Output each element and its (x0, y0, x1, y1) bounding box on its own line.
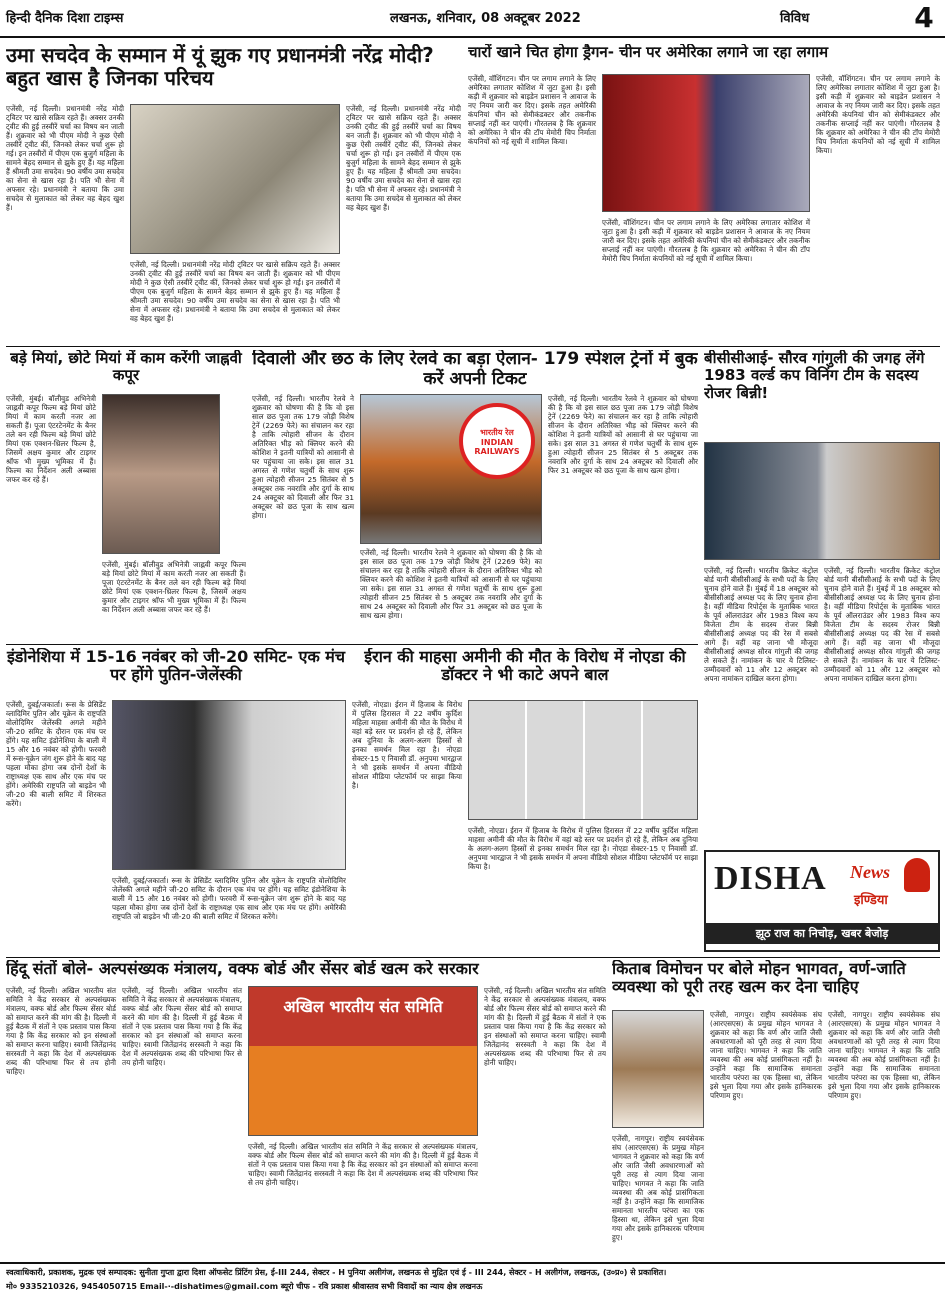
body-china-col3: एजेंसी, वॉशिंगटन। चीन पर लगाम लगाने के लिए अमेरिका लगातार कोशिश में जुटा हुआ है। इसी कड़ी में शुक्रवार को बाइडेन प्रशासन ने आवाज के नए नियम जारी कर दिए। इसके तहत अमेरिकी कंपनियां चीन को सेमीकंडक्टर और तकनीक सप्लाई नहीं कर पाएंगी। गौरतलब है कि शुक्रवार को अमेरिका ने चीन की टॉप मेमोरी चिप निर्माता कंपनियों को नई सूची में शामिल किया। (816, 74, 940, 155)
body-ganguly-col2: एजेंसी, नई दिल्ली। भारतीय क्रिकेट कंट्रोल बोर्ड यानी बीसीसीआई के सभी पदों के लिए चुनाव होने वाले हैं। मुंबई में 18 अक्टूबर को बीसीसीआई अध्यक्ष पद के लिए चुनाव होना है। वहीं मीडिया रिपोर्ट्स के मुताबिक भारत के पूर्व ऑलराउंडर और 1983 विश्व कप विजेता टीम के सदस्य रोजर बिन्नी बीसीसीआई अध्यक्ष पद की रेस में सबसे आगे हैं। वहीं वह जाना भी मौजूदा बीसीसीआई अध्यक्ष सौरव गांगुली की जगह ले सकते हैं। नामांकन के चार ये टिलिस्ट- उम्मीदवारों को 11 और 12 अक्टूबर को अपना नामांकन दाखिल करना होगा। (824, 566, 940, 683)
body-modi-col3: एजेंसी, नई दिल्ली। प्रधानमंत्री नरेंद्र मोदी ट्विटर पर खासे सक्रिय रहते हैं। अक्सर उनकी ट्वीट की हुई तस्वीरें चर्चा का विषय बन जाती हैं। शुक्रवार को भी पीएम मोदी ने कुछ ऐसी तस्वीरें ट्वीट कीं, जिनको लेकर चर्चा शुरू हो गई। इन तस्वीरों में पीएम एक बुजुर्ग महिला के सामने बेहद सम्मान से झुके हुए हैं। यह महिला हैं श्रीमती उमा सचदेव। 90 वर्षीय उमा सचदेव का सेना से खास रहा है। पति भी सेना में अफसर रहे। प्रधानमंत्री ने बताया कि उमा सचदेव से मुलाकात को लेकर वह बेहद खुश हैं। (346, 104, 461, 212)
story-iran (352, 648, 698, 953)
body-china: एजेंसी, वॉशिंगटन। चीन पर लगाम लगाने के लिए अमेरिका लगातार कोशिश में जुटा हुआ है। इसी कड़ी में शुक्रवार को बाइडेन प्रशासन ने आवाज के नए नियम जारी कर दिए। इसके तहत अमेरिकी कंपनियां चीन को सेमीकंडक्टर और तकनीक सप्लाई नहीं कर पाएंगी। गौरतलब है कि शुक्रवार को अमेरिका ने चीन की टॉप मेमोरी चिप निर्माता कंपनियों को नई सूची में शामिल किया। (468, 74, 596, 146)
story-bhagwat (612, 960, 940, 1258)
body-sant: एजेंसी, नई दिल्ली। अखिल भारतीय संत समिति ने केंद्र सरकार से अल्पसंख्यक मंत्रालय, वक्फ बोर्ड और फिल्म सेंसर बोर्ड को समाप्त करने की मांग की है। दिल्ली में हुई बैठक में संतों ने एक प्रस्ताव पास किया गया है कि केंद्र सरकार को इन संस्थाओं को समाप्त करना चाहिए। स्वामी जितेंद्रानंद सरस्वती ने कहा कि देश में अल्पसंख्यक शब्द की परिभाषा फिर से तय होनी चाहिए। (6, 986, 116, 1076)
body-modi: एजेंसी, नई दिल्ली। प्रधानमंत्री नरेंद्र मोदी ट्विटर पर खासे सक्रिय रहते हैं। अक्सर उनकी ट्वीट की हुई तस्वीरें चर्चा का विषय बन जाती हैं। शुक्रवार को भी पीएम मोदी ने कुछ ऐसी तस्वीरें ट्वीट कीं, जिनको लेकर चर्चा शुरू हो गई। इन तस्वीरों में पीएम एक बुजुर्ग महिला के सामने बेहद सम्मान से झुके हुए हैं। यह महिला हैं श्रीमती उमा सचदेव। 90 वर्षीय उमा सचदेव का सेना से खास रहा है। पति भी सेना में अफसर रहे। प्रधानमंत्री ने बताया कि उमा सचदेव से मुलाकात को लेकर वह बेहद खुश हैं। (6, 104, 124, 212)
headline-china: चारों खाने चित होगा ड्रैगन- चीन पर अमेरिका लगाने जा रहा लगाम (468, 44, 829, 61)
photo-ganguly-binny (704, 442, 940, 560)
body-modi-col2: एजेंसी, नई दिल्ली। प्रधानमंत्री नरेंद्र मोदी ट्विटर पर खासे सक्रिय रहते हैं। अक्सर उनकी ट्वीट की हुई तस्वीरें चर्चा का विषय बन जाती हैं। शुक्रवार को भी पीएम मोदी ने कुछ ऐसी तस्वीरें ट्वीट कीं, जिनको लेकर चर्चा शुरू हो गई। इन तस्वीरों में पीएम एक बुजुर्ग महिला के सामने बेहद सम्मान से झुके हुए हैं। यह महिला हैं श्रीमती उमा सचदेव। 90 वर्षीय उमा सचदेव का सेना से खास रहा है। पति भी सेना में अफसर रहे। प्रधानमंत्री ने बताया कि उमा सचदेव से मुलाकात को लेकर वह बेहद खुश हैं। (130, 260, 340, 323)
body-railway: एजेंसी, नई दिल्ली। भारतीय रेलवे ने शुक्रवार को घोषणा की है कि वो इस साल छठ पूजा तक 179 जोड़ी विशेष ट्रेनें (2269 फेरे) का संचालन कर रहा है ताकि त्योहारी सीजन के दौरान अतिरिक्त भीड़ को क्लियर करने की कोशिश ने इतनी यात्रियों को आसानी से घर पहुंचाया जा सके। इस साल 31 अगस्त से गणेश चतुर्थी के साथ शुरू हुआ त्योहारी सीजन 25 सितंबर से 5 अक्टूबर तक नवरात्रि और दुर्गा के साथ 24 अक्टूबर को दिवाली और फिर 31 अक्टूबर को छठ पूजा के साथ खत्म होगा। (252, 394, 354, 520)
paper-name: हिन्दी दैनिक दिशा टाइम्स (6, 11, 124, 26)
photo-modi-uma-sachdev (130, 104, 340, 254)
microphone-icon (904, 858, 930, 892)
headline-bhagwat: किताब विमोचन पर बोले मोहन भागवत, वर्ण-जाति व्यवस्था को पूरी तरह खत्म कर देना चाहिए (612, 960, 906, 997)
body-bhagwat-col3: एजेंसी, नागपुर। राष्ट्रीय स्वयंसेवक संघ (आरएसएस) के प्रमुख मोहन भागवत ने शुक्रवार को कहा कि वर्ण और जाति जैसी अवधारणाओं को पूरी तरह से त्याग दिया जाना चाहिए। भागवत ने कहा कि जाति व्यवस्था की अब कोई प्रासंगिकता नहीं है। उन्होंने कहा कि सामाजिक समानता भारतीय परंपरा का एक हिस्सा था, लेकिन इसे भुला दिया गया और इसके हानिकारक परिणाम हुए। (828, 1010, 940, 1100)
body-ganguly: एजेंसी, नई दिल्ली। भारतीय क्रिकेट कंट्रोल बोर्ड यानी बीसीसीआई के सभी पदों के लिए चुनाव होने वाले हैं। मुंबई में 18 अक्टूबर को बीसीसीआई अध्यक्ष पद के लिए चुनाव होना है। वहीं मीडिया रिपोर्ट्स के मुताबिक भारत के पूर्व ऑलराउंडर और 1983 विश्व कप विजेता टीम के सदस्य रोजर बिन्नी बीसीसीआई अध्यक्ष पद की रेस में सबसे आगे हैं। वहीं वह जाना भी मौजूदा बीसीसीआई अध्यक्ष सौरव गांगुली की जगह ले सकते हैं। नामांकन के चार ये टिलिस्ट- उम्मीदवारों को 11 और 12 अक्टूबर को अपना नामांकन दाखिल करना होगा। (704, 566, 818, 683)
ad-brand: DISHA (714, 860, 827, 897)
body-bhagwat: एजेंसी, नागपुर। राष्ट्रीय स्वयंसेवक संघ (आरएसएस) के प्रमुख मोहन भागवत ने शुक्रवार को कहा कि वर्ण और जाति जैसी अवधारणाओं को पूरी तरह से त्याग दिया जाना चाहिए। भागवत ने कहा कि जाति व्यवस्था की अब कोई प्रासंगिकता नहीं है। उन्होंने कहा कि सामाजिक समानता भारतीय परंपरा का एक हिस्सा था, लेकिन इसे भुला दिया गया और इसके हानिकारक परिणाम हुए। (612, 1134, 704, 1242)
body-g20-col2: एजेंसी, दुबई/जकार्ता। रूस के प्रेसिडेंट व्लादिमिर पुतिन और यूक्रेन के राष्ट्रपति वोलोदिमिर जेलेंस्की अगले महीने जी-20 समिट के दौरान एक मंच पर होंगे। यह समिट इंडोनेशिया के बाली में 15 और 16 नवंबर को होगी। फरवरी में रूस-यूक्रेन जंग शुरू होने के बाद यह पहला मौका होगा जब दोनों देशों के राष्ट्राध्यक्ष एक साथ और एक मंच पर होंगे। अमेरिकी राष्ट्रपति जो बाइडेन भी जी-20 की बाली समिट में शिरकत करेंगे। (112, 876, 346, 921)
indian-railways-logo: भारतीय रेल INDIAN RAILWAYS (459, 403, 535, 479)
body-china-col2: एजेंसी, वॉशिंगटन। चीन पर लगाम लगाने के लिए अमेरिका लगातार कोशिश में जुटा हुआ है। इसी कड़ी में शुक्रवार को बाइडेन प्रशासन ने आवाज के नए नियम जारी कर दिए। इसके तहत अमेरिकी कंपनियां चीन को सेमीकंडक्टर और तकनीक सप्लाई नहीं कर पाएंगी। गौरतलब है कि शुक्रवार को अमेरिका ने चीन की टॉप मेमोरी चिप निर्माता कंपनियों को नई सूची में शामिल किया। (602, 218, 810, 263)
photo-putin-zelensky (112, 700, 346, 870)
story-ganguly (704, 350, 940, 845)
body-janhvi: एजेंसी, मुंबई। बॉलीवुड अभिनेत्री जाह्नवी कपूर फिल्म बड़े मियां छोटे मियां में काम करती नजर आ सकती हैं। पूजा एंटरटेनमेंट के बैनर तले बन रही फिल्म बड़े मियां छोटे मियां एक एक्शन-थ्रिलर फिल्म है, जिसमें अक्षय कुमार और टाइगर श्रॉफ भी मुख्य भूमिका में हैं। फिल्म का निर्देशन अली अब्बास जफर कर रहे हैं। (6, 394, 96, 484)
disha-news-ad (704, 850, 940, 952)
dateline: लखनऊ, शनिवार, 08 अक्टूबर 2022 (390, 11, 581, 26)
body-janhvi-col2: एजेंसी, मुंबई। बॉलीवुड अभिनेत्री जाह्नवी कपूर फिल्म बड़े मियां छोटे मियां में काम करती नजर आ सकती हैं। पूजा एंटरटेनमेंट के बैनर तले बन रही फिल्म बड़े मियां छोटे मियां एक एक्शन-थ्रिलर फिल्म है, जिसमें अक्षय कुमार और टाइगर श्रॉफ भी मुख्य भूमिका में हैं। फिल्म का निर्देशन अली अब्बास जफर कर रहे हैं। (102, 560, 246, 614)
body-sant-col2: एजेंसी, नई दिल्ली। अखिल भारतीय संत समिति ने केंद्र सरकार से अल्पसंख्यक मंत्रालय, वक्फ बोर्ड और फिल्म सेंसर बोर्ड को समाप्त करने की मांग की है। दिल्ली में हुई बैठक में संतों ने एक प्रस्ताव पास किया गया है कि केंद्र सरकार को इन संस्थाओं को समाप्त करना चाहिए। स्वामी जितेंद्रानंद सरस्वती ने कहा कि देश में अल्पसंख्यक शब्द की परिभाषा फिर से तय होनी चाहिए। (122, 986, 242, 1067)
headline-modi: उमा सचदेव के सम्मान में यूं झुक गए प्रधानमंत्री नरेंद्र मोदी? बहुत खास है जिनका परिचय (6, 44, 434, 90)
imprint-line-1: स्वत्वाधिकारी, प्रकाशक, मुद्रक एवं सम्पादक: सुनीता गुप्ता द्वारा दिशा ऑफसेट प्रिंटिंग प्रेस, ई-III 244, सेक्टर - H पुनिया अलीगंज, लखनऊ से मुद्रित एवं ई - III 244, सेक्टर - H अलीगंज, लखनऊ, (उ०प्र०) से प्रकाशित। (6, 1268, 667, 1277)
imprint-footer (0, 1262, 945, 1295)
photo-doctor-hair-cut (468, 700, 698, 820)
body-iran: एजेंसी, नोएडा। ईरान में हिजाब के विरोध में पुलिस हिरासत में 22 वर्षीय कुर्दिश महिला माहसा अमीनी की मौत के विरोध में वहां बड़े स्तर पर प्रदर्शन हो रहे हैं, लेकिन अब दुनिया के अलग-अलग हिस्सों से इनका समर्थन मिल रहा है। नोएडा सेक्टर-15 ए निवासी डॉ. अनुपमा भारद्वाज ने भी इसके समर्थन में अपना वीडियो सोशल मीडिया प्लेटफॉर्म पर साझा किया है। (352, 700, 462, 790)
photo-sant-samiti (248, 986, 478, 1136)
photo-janhvi-kapoor (102, 394, 220, 554)
headline-iran: ईरान की माहसा अमीनी की मौत के विरोध में नोएडा की डॉक्टर ने भी काटे अपने बाल (364, 648, 686, 685)
ad-tagline: झूठ राज का निचोड़, खबर बेजोड़ (706, 923, 938, 944)
body-railway-col3: एजेंसी, नई दिल्ली। भारतीय रेलवे ने शुक्रवार को घोषणा की है कि वो इस साल छठ पूजा तक 179 जोड़ी विशेष ट्रेनें (2269 फेरे) का संचालन कर रहा है ताकि त्योहारी सीजन के दौरान अतिरिक्त भीड़ को क्लियर करने की कोशिश ने इतनी यात्रियों को आसानी से घर पहुंचाया जा सके। इस साल 31 अगस्त से गणेश चतुर्थी के साथ शुरू हुआ त्योहारी सीजन 25 सितंबर से 5 अक्टूबर तक नवरात्रि और दुर्गा के साथ 24 अक्टूबर को दिवाली और फिर 31 अक्टूबर को छठ पूजा के साथ खत्म होगा। (548, 394, 698, 475)
body-iran-col2: एजेंसी, नोएडा। ईरान में हिजाब के विरोध में पुलिस हिरासत में 22 वर्षीय कुर्दिश महिला माहसा अमीनी की मौत के विरोध में वहां बड़े स्तर पर प्रदर्शन हो रहे हैं, लेकिन अब दुनिया के अलग-अलग हिस्सों से इनका समर्थन मिल रहा है। नोएडा सेक्टर-15 ए निवासी डॉ. अनुपमा भारद्वाज ने भी इसके समर्थन में अपना वीडियो सोशल मीडिया प्लेटफॉर्म पर साझा किया है। (468, 826, 698, 871)
story-janhvi (6, 350, 246, 640)
body-sant-col3: एजेंसी, नई दिल्ली। अखिल भारतीय संत समिति ने केंद्र सरकार से अल्पसंख्यक मंत्रालय, वक्फ बोर्ड और फिल्म सेंसर बोर्ड को समाप्त करने की मांग की है। दिल्ली में हुई बैठक में संतों ने एक प्रस्ताव पास किया गया है कि केंद्र सरकार को इन संस्थाओं को समाप्त करना चाहिए। स्वामी जितेंद्रानंद सरस्वती ने कहा कि देश में अल्पसंख्यक शब्द की परिभाषा फिर से तय होनी चाहिए। (248, 1142, 478, 1187)
photo-train (360, 394, 542, 544)
body-railway-col2: एजेंसी, नई दिल्ली। भारतीय रेलवे ने शुक्रवार को घोषणा की है कि वो इस साल छठ पूजा तक 179 जोड़ी विशेष ट्रेनें (2269 फेरे) का संचालन कर रहा है ताकि त्योहारी सीजन के दौरान अतिरिक्त भीड़ को क्लियर करने की कोशिश ने इतनी यात्रियों को आसानी से घर पहुंचाया जा सके। इस साल 31 अगस्त से गणेश चतुर्थी के साथ शुरू हुआ त्योहारी सीजन 25 सितंबर से 5 अक्टूबर तक नवरात्रि और दुर्गा के साथ 24 अक्टूबर को दिवाली और फिर 31 अक्टूबर को छठ पूजा के साथ खत्म होगा। (360, 548, 542, 620)
body-sant-col4: एजेंसी, नई दिल्ली। अखिल भारतीय संत समिति ने केंद्र सरकार से अल्पसंख्यक मंत्रालय, वक्फ बोर्ड और फिल्म सेंसर बोर्ड को समाप्त करने की मांग की है। दिल्ली में हुई बैठक में संतों ने एक प्रस्ताव पास किया गया है कि केंद्र सरकार को इन संस्थाओं को समाप्त करना चाहिए। स्वामी जितेंद्रानंद सरस्वती ने कहा कि देश में अल्पसंख्यक शब्द की परिभाषा फिर से तय होनी चाहिए। (484, 986, 606, 1067)
ad-brand-suffix: News (850, 862, 890, 882)
headline-g20: इंडोनेशिया में 15-16 नवंबर को जी-20 समिट- एक मंच पर होंगे पुतिन-जेलेंस्की (6, 648, 346, 685)
story-g20 (6, 648, 346, 953)
headline-sant: हिंदू संतों बोले- अल्पसंख्यक मंत्रालय, वक्फ बोर्ड और सेंसर बोर्ड खत्म करे सरकार (6, 960, 479, 978)
story-china (468, 44, 940, 342)
masthead (0, 0, 945, 38)
section-name: विविध (780, 11, 810, 26)
ad-sub: इण्डिया (854, 893, 888, 908)
headline-ganguly: बीसीसीआई- सौरव गांगुली की जगह लेंगे 1983 वर्ल्ड कप विनिंग टीम के सदस्य रोजर बिन्नी! (704, 350, 925, 402)
story-railway (252, 350, 698, 640)
photo-xi-biden (602, 74, 810, 212)
body-bhagwat-col2: एजेंसी, नागपुर। राष्ट्रीय स्वयंसेवक संघ (आरएसएस) के प्रमुख मोहन भागवत ने शुक्रवार को कहा कि वर्ण और जाति जैसी अवधारणाओं को पूरी तरह से त्याग दिया जाना चाहिए। भागवत ने कहा कि जाति व्यवस्था की अब कोई प्रासंगिकता नहीं है। उन्होंने कहा कि सामाजिक समानता भारतीय परंपरा का एक हिस्सा था, लेकिन इसे भुला दिया गया और इसके हानिकारक परिणाम हुए। (710, 1010, 822, 1100)
headline-railway: दिवाली और छठ के लिए रेलवे का बड़ा ऐलान- 179 स्पेशल ट्रेनों में बुक करें अपनी टिकट (252, 350, 698, 389)
sant-banner-text: अखिल भारतीय संत समिति (283, 997, 443, 1016)
headline-janhvi: बड़े मियां, छोटे मियां में काम करेंगी जाह्नवी कपूर (10, 350, 242, 385)
body-g20: एजेंसी, दुबई/जकार्ता। रूस के प्रेसिडेंट व्लादिमिर पुतिन और यूक्रेन के राष्ट्रपति वोलोदिमिर जेलेंस्की अगले महीने जी-20 समिट के दौरान एक मंच पर होंगे। यह समिट इंडोनेशिया के बाली में 15 और 16 नवंबर को होगी। फरवरी में रूस-यूक्रेन जंग शुरू होने के बाद यह पहला मौका होगा जब दोनों देशों के राष्ट्राध्यक्ष एक साथ और एक मंच पर होंगे। अमेरिकी राष्ट्रपति जो बाइडेन भी जी-20 की बाली समिट में शिरकत करेंगे। (6, 700, 106, 808)
imprint-line-2: मो० 9335210326, 9454050715 Email-·-dishatimes@gmail.com ब्यूरो चीफ - रवि प्रकाश श्रीवास्तव सभी विवादों का न्याय क्षेत्र लखनऊ (6, 1282, 483, 1291)
story-sant (6, 960, 606, 1258)
page-number: 4 (914, 1, 934, 34)
photo-mohan-bhagwat (612, 1010, 704, 1128)
story-modi (6, 44, 461, 342)
